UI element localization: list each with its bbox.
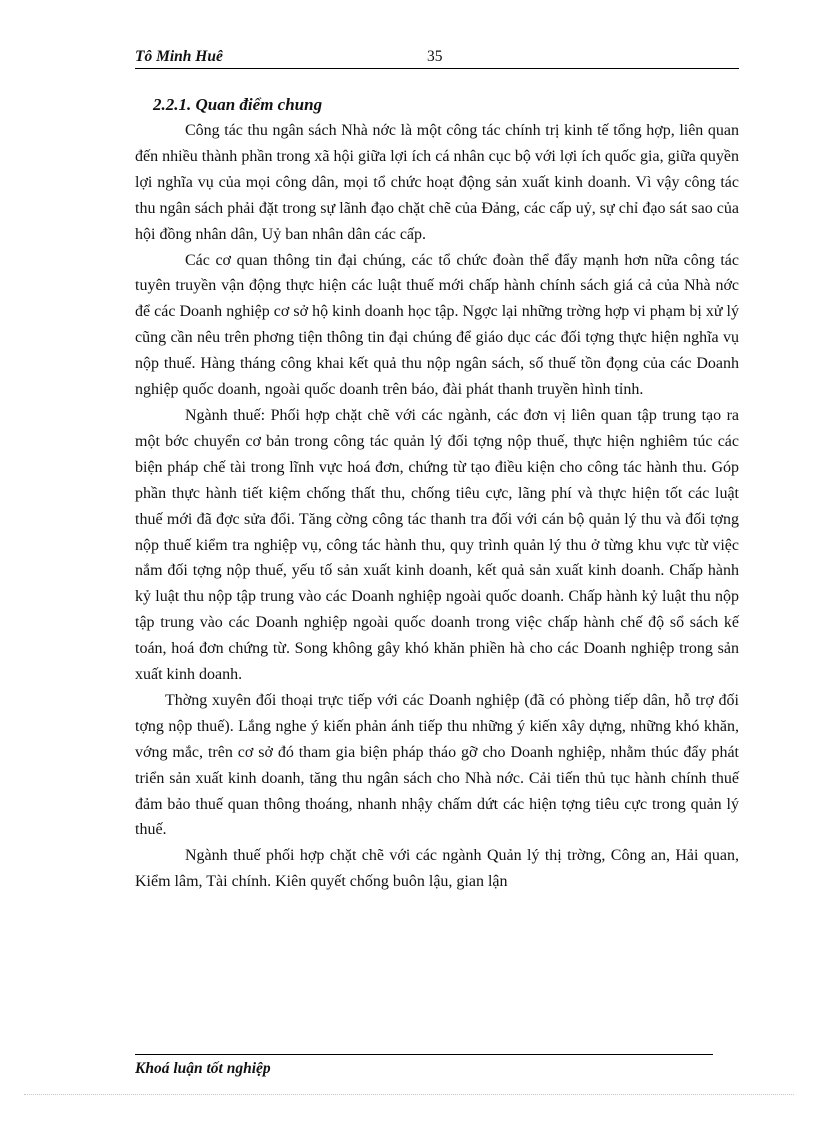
footer-rule <box>135 1054 713 1055</box>
page-number: 35 <box>427 48 443 65</box>
paragraph-2: Các cơ quan thông tin đại chúng, các tổ chức đoàn thể đẩy mạnh hơn nữa công tác tuyên truyền vận động thực hiện các luật thuế mới chấp hành chính sách giá cả của Nhà nớc để các Doanh nghiệp cơ sở hộ kinh doanh học tập. Ngợc lại những trờng hợp vi phạm bị xử lý cũng cần nêu trên phơng tiện thông tin đại chúng để giáo dục các đối tợng thực hiện nghĩa vụ nộp thuế. Hàng tháng công khai kết quả thu nộp ngân sách, số thuế tồn đọng của các Doanh nghiệp quốc doanh, ngoài quốc doanh trên báo, đài phát thanh truyền hình tỉnh. <box>135 251 739 399</box>
page-edge-divider <box>24 1094 794 1095</box>
paragraph-5: Ngành thuế phối hợp chặt chẽ với các ngành Quản lý thị trờng, Công an, Hải quan, Kiểm lâm, Tài chính. Kiên quyết chống buôn lậu, gian lận <box>135 847 739 891</box>
page-footer: Khoá luận tốt nghiệp <box>135 1060 271 1077</box>
header-author: Tô Minh Huê <box>135 48 223 65</box>
page-content <box>135 92 739 895</box>
paragraph-4: Thờng xuyên đối thoại trực tiếp với các Doanh nghiệp (đã có phòng tiếp dân, hỗ trợ đối tợng nộp thuế). Lắng nghe ý kiến phản ánh tiếp thu những ý kiến xây dựng, những khó khăn, vớng mắc, trên cơ sở đó tham gia biện pháp tháo gỡ cho Doanh nghiệp, nhằm thúc đẩy phát triển sản xuất kinh doanh, tăng thu ngân sách cho Nhà nớc. Cải tiến thủ tục hành chính thuế đảm bảo thuế quan thông thoáng, nhanh nhậy chấm dứt các hiện tợng tiêu cực trong quản lý thuế. <box>135 691 739 839</box>
paragraph-3: Ngành thuế: Phối hợp chặt chẽ với các ngành, các đơn vị liên quan tập trung tạo ra một bớc chuyển cơ bản trong công tác quản lý đối tợng nộp thuế, thực hiện nghiêm túc các biện pháp chế tài trong lĩnh vực hoá đơn, chứng từ tạo điều kiện cho công tác hành thu. Góp phần thực hành tiết kiệm chống thất thu, chống tiêu cực, lãng phí và thực hiện tốt các luật thuế mới đã đợc sửa đổi. Tăng cờng công tác thanh tra đối với cán bộ quản lý thu và đối tợng nộp thuế kiểm tra nghiệp vụ, công tác hành thu, quy trình quản lý thu ở từng khu vực từ việc nắm đối tợng nộp thuế, yếu tố sản xuất kinh doanh, kết quả sản xuất kinh doanh. Chấp hành kỷ luật thu nộp tập trung vào các Doanh nghiệp ngoài quốc doanh. Chấp hành kỷ luật thu nộp tập trung vào các Doanh nghiệp ngoài quốc doanh trong việc chấp hành chế độ sổ sách kế toán, hoá đơn chứng từ. Song không gây khó khăn phiền hà cho các Doanh nghiệp trong sản xuất kinh doanh. <box>135 406 739 684</box>
page-header <box>135 48 739 69</box>
section-heading: 2.2.1. Quan điểm chung <box>153 95 323 114</box>
paragraph-1: Công tác thu ngân sách Nhà nớc là một công tác chính trị kinh tế tổng hợp, liên quan đến nhiều thành phần trong xã hội giữa lợi ích cá nhân cục bộ với lợi ích quốc gia, giữa quyền lợi nghĩa vụ của mọi công dân, mọi tổ chức hoạt động sản xuất kinh doanh. Vì vậy công tác thu ngân sách phải đặt trong sự lãnh đạo chặt chẽ của Đảng, các cấp uỷ, sự chỉ đạo sát sao của hội đồng nhân dân, Uỷ ban nhân dân các cấp. <box>135 122 739 243</box>
